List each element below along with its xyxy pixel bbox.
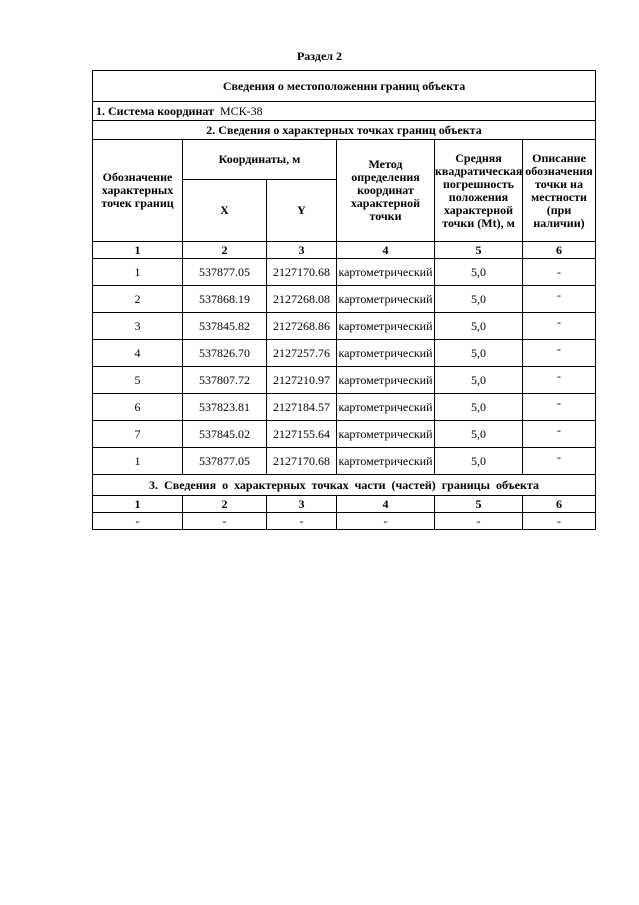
point-method: картометрический [337, 394, 435, 421]
boundary-points-table [92, 70, 596, 530]
table-row [93, 421, 596, 448]
point-name: 2 [93, 286, 183, 313]
coord-system-row [93, 102, 596, 121]
point-accuracy: 5,0 [435, 286, 523, 313]
point-description-value: - [557, 395, 561, 410]
point-x: 537877.05 [183, 448, 267, 475]
point-x: 537877.05 [183, 259, 267, 286]
point-x: 537823.81 [183, 394, 267, 421]
column-number: 2 [183, 496, 267, 513]
point-name: 1 [93, 259, 183, 286]
point-y: 2127170.68 [267, 448, 337, 475]
column-number: 6 [523, 496, 596, 513]
section-title: Раздел 2 [296, 49, 343, 63]
header-point-designation: Обозначение характерных точек границ [93, 140, 183, 242]
point-accuracy: 5,0 [435, 421, 523, 448]
point-x: 537845.02 [183, 421, 267, 448]
point-description: - [523, 259, 596, 286]
table-title: Сведения о местоположении границ объекта [93, 71, 596, 102]
column-number: 3 [267, 242, 337, 259]
parts-row [93, 513, 596, 530]
point-description [523, 394, 596, 421]
point-x: 537845.82 [183, 313, 267, 340]
parts-cell: - [523, 513, 596, 530]
header-x: X [183, 180, 267, 242]
parts-heading: 3. Сведения о характерных точках части (частей) границы объекта [93, 475, 596, 496]
column-number: 2 [183, 242, 267, 259]
column-number: 3 [267, 496, 337, 513]
parts-cell: - [267, 513, 337, 530]
point-accuracy: 5,0 [435, 448, 523, 475]
point-y: 2127268.86 [267, 313, 337, 340]
point-description-value: - [557, 341, 561, 356]
point-description-value: - [557, 449, 561, 464]
point-name: 7 [93, 421, 183, 448]
column-number: 4 [337, 242, 435, 259]
point-y: 2127210.97 [267, 367, 337, 394]
point-name: 3 [93, 313, 183, 340]
parts-column-number-row [93, 496, 596, 513]
point-method: картометрический [337, 313, 435, 340]
point-accuracy: 5,0 [435, 394, 523, 421]
point-description-value: - [557, 287, 561, 302]
header-accuracy: Средняя квадратическая погрешность положения характерной точки (Mt), м [435, 140, 523, 242]
point-description [523, 313, 596, 340]
point-accuracy: 5,0 [435, 313, 523, 340]
table-row [93, 367, 596, 394]
column-number: 6 [523, 242, 596, 259]
column-number: 5 [435, 496, 523, 513]
table-row [93, 448, 596, 475]
point-method: картометрический [337, 286, 435, 313]
column-number: 1 [93, 496, 183, 513]
point-y: 2127257.76 [267, 340, 337, 367]
header-method: Метод определения координат характерной точки [337, 140, 435, 242]
table-row [93, 259, 596, 286]
table-row [93, 286, 596, 313]
column-number: 1 [93, 242, 183, 259]
point-description-value: - [557, 314, 561, 329]
point-method: картометрический [337, 421, 435, 448]
column-number-row [93, 242, 596, 259]
point-accuracy: 5,0 [435, 259, 523, 286]
column-number: 5 [435, 242, 523, 259]
point-y: 2127184.57 [267, 394, 337, 421]
coord-system-value: МСК-38 [219, 103, 263, 118]
point-x: 537807.72 [183, 367, 267, 394]
header-y: Y [267, 180, 337, 242]
header-description: Описание обозначения точки на местности (при наличии) [523, 140, 596, 242]
parts-cell: - [435, 513, 523, 530]
point-description [523, 286, 596, 313]
point-y: 2127170.68 [267, 259, 337, 286]
point-y: 2127268.08 [267, 286, 337, 313]
point-method: картометрический [337, 259, 435, 286]
header-coordinates: Координаты, м [183, 140, 337, 180]
point-description [523, 340, 596, 367]
point-description [523, 367, 596, 394]
parts-cell: - [93, 513, 183, 530]
column-number: 4 [337, 496, 435, 513]
point-accuracy: 5,0 [435, 367, 523, 394]
point-description [523, 421, 596, 448]
table-row [93, 394, 596, 421]
point-accuracy: 5,0 [435, 340, 523, 367]
point-name: 5 [93, 367, 183, 394]
parts-cell: - [337, 513, 435, 530]
point-name: 4 [93, 340, 183, 367]
coord-system-label: 1. Система координат [96, 103, 214, 118]
point-x: 537868.19 [183, 286, 267, 313]
point-name: 1 [93, 448, 183, 475]
point-description-value: - [557, 422, 561, 437]
parts-cell: - [183, 513, 267, 530]
point-name: 6 [93, 394, 183, 421]
table-row [93, 340, 596, 367]
point-description-value: - [557, 368, 561, 383]
point-description [523, 448, 596, 475]
point-method: картометрический [337, 367, 435, 394]
table-row [93, 313, 596, 340]
point-y: 2127155.64 [267, 421, 337, 448]
point-x: 537826.70 [183, 340, 267, 367]
points-heading: 2. Сведения о характерных точках границ объекта [93, 121, 596, 140]
point-method: картометрический [337, 448, 435, 475]
point-method: картометрический [337, 340, 435, 367]
